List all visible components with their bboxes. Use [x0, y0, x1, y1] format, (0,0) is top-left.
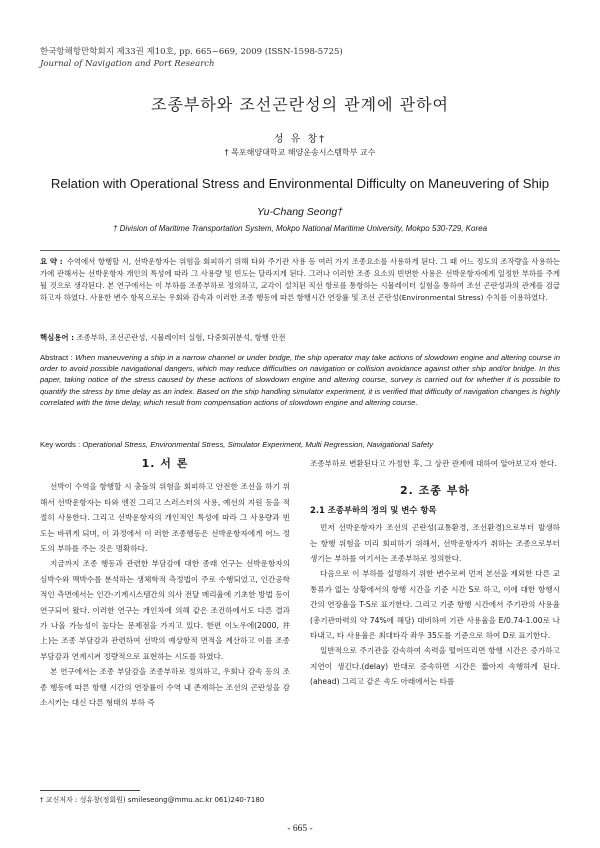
korean-abstract: [40, 256, 560, 304]
right-column: [310, 456, 560, 690]
korean-keywords-label: 핵심용어 :: [40, 333, 75, 342]
english-keywords-label: Key words :: [40, 440, 81, 449]
korean-abstract-text: 수역에서 항행할 시, 선박운항자는 위험을 회피하기 위해 타와 주기관 사용 등 여러 가지 조종요소를 사용하게 된다. 그 때 어느 정도의 조작량을 사용하는 가에 관해서는 선박운항자 개인의 특성에 따라 그 사용량 및 빈도는 달라지게 된다. 그러나 이러한 조종 요소의 빈번한 사용은 선박운항자에게 일정한 부하를 주게 될 것으로 생각된다. 본 연구에서는 이 부하를 조종부하로 정의하고, 교각이 설치된 직선 항로를 통항하는 시뮬레이터 실험을 통하여 조선 곤란성과의 관계를 검급하고자 하였다. 사용한 변수 항목으로는 우회와 감속과 이러한 조종 행동에 따른 항행시간 연장률 및 조선 곤란성(Environmental Stress) 수치를 이용하였다.: [40, 257, 560, 302]
section-2-paragraph: 다음으로 이 부하를 설명하기 위한 변수로써 먼저 본선을 제외한 다른 교통류가 없는 상황에서의 항행 시간을 기준 시간 S로 하고, 이에 대한 항행시간의 연장율을 T-S로 표기한다. 그리고 기준 항행 시간에서 주기관의 사용율(총기관마력의 약 74%에 해당) 대비하여 기관 사용율을 E/0.74-1.00로 나타내고, 타 사용율은 최대타각 좌우 35도를 기준으로 하여 D로 표기한다.: [310, 569, 560, 641]
english-abstract-text: When maneuvering a ship in a narrow channel or under bridge, the ship operator may take actions of slowdown engine and altering course in order to avoid possible navigational dangers, which may reduce difficulties on navigation or collision avoidance against other ship and/or bridge. In this paper, taking notice of the stress caused by these actions of slowdown engine and altering course, survey is carried out for whether it is possible to quantify the stress by time delay as an index. Based on the ship handling simulator experiment, it is verified that difficulty of navigation changes is highly correlated with the time delay, which result from compensation actions of slowdown engine and altering course.: [40, 353, 560, 407]
section-2-paragraph: 일반적으로 주기관을 감속하여 속력을 떨어뜨리면 항행 시간은 증가하고 지연이 생긴다.(delay) 반대로 증속하면 시간은 짧아져 속행하게 된다.(ahead) 그리고 같은 속도 아래에서는 타를: [310, 646, 560, 687]
corresponding-author-footnote: † 교신저자 : 성유창(정회원) smileseong@mmu.ac.kr 061)240-7180: [40, 796, 265, 804]
english-affiliation: † Division of Maritime Transportation System, Mokpo National Maritime University, Mokpo 530-729, Korea: [112, 224, 488, 233]
korean-author: 성 유 창†: [273, 134, 327, 145]
footnote-divider: [40, 790, 140, 791]
left-column: [40, 456, 290, 711]
journal-name: Journal of Navigation and Port Research: [40, 59, 215, 69]
section-2-1-heading: 2.1 조종부하의 정의 및 변수 항목: [310, 504, 437, 515]
korean-affiliation: † 목포해양대학교 해양운송시스템학부 교수: [224, 148, 376, 157]
section-1-continuation: 조종부하로 변환된다고 가정한 후, 그 상관 관계에 대하여 알아보고자 한다.: [310, 459, 557, 468]
korean-title: 조종부하와 조선곤란성의 관계에 관하여: [150, 95, 449, 114]
english-abstract: [40, 352, 560, 408]
section-1-heading: 1. 서 론: [141, 457, 189, 470]
english-abstract-label: Abstract :: [40, 353, 73, 362]
korean-abstract-label: 요 약 :: [40, 257, 63, 266]
english-keywords: [40, 440, 560, 449]
english-title: Relation with Operational Stress and Environmental Difficulty on Maneuvering of Ship: [50, 176, 550, 191]
korean-keywords-text: 조종부하, 조선곤란성, 시뮬레이터 실험, 다중회귀분석, 항행 안전: [76, 333, 286, 342]
section-2-paragraph: 먼저 선박운항자가 조선의 곤란성(교통환경, 조선환경)으로부터 발생하는 항행 위험을 미리 회피하기 위해서, 선박운항자가 취하는 조종으로부터 생기는 부하를 여기서는 조종부하로 정의한다.: [310, 523, 560, 564]
section-1-paragraph: 선박이 수역을 항행할 시 충돌의 위험을 회피하고 안전한 조선을 하기 위해서 선박운항자는 타와 엔진 그리고 스러스터의 사용, 예선의 지원 등을 적절히 사용한다. 그리고 선박운항자의 개인적인 특성에 따라 그 사용량과 빈도는 바뀌게 되며, 이 과정에서 이 러한 조종행동은 선박운항자에게 어느 정도의 부하를 주는 것은 명확하다.: [40, 482, 290, 554]
divider-top: [40, 250, 560, 251]
section-1-paragraph: 지금까지 조종 행동과 관련한 부담감에 대한 종래 연구는 선박운항자의 심박수와 맥박수를 분석하는 생체학적 측정법이 주로 수행되었고, 인간공학적인 측면에서는 인간-기계시스템간의 의사 전달 메리율에 기초한 방법 등이 연구되어 왔다. 이러한 연구는 개인차에 의해 같은 조건하에서도 다른 결과가 나올 가능성이 높다는 문제점을 가지고 있다. 한편 이노우에(2000, 井上)는 조종 부담감과 관련하여 선박의 예상항적 면적을 계산하고 이를 조종부담감과 연계시켜 정량적으로 표현하는 시도를 하였다.: [40, 559, 290, 661]
journal-header: [40, 46, 343, 70]
citation-line: 한국항해항만학회지 제33권 제10호, pp. 665~669, 2009 (ISSN-1598-5725): [40, 47, 343, 57]
page-number: - 665 -: [287, 824, 313, 834]
english-keywords-text: Operational Stress, Environmental Stress, Simulator Experiment, Multi Regression, Navigational Safety: [82, 440, 434, 449]
korean-keywords: [40, 332, 560, 343]
english-author: Yu-Chang Seong†: [256, 206, 343, 218]
section-2-heading: 2. 조종 부하: [400, 484, 470, 498]
section-1-paragraph: 본 연구에서는 조종 부담감을 조종부하로 정의하고, 우회나 감속 등의 조종 행동에 따른 항행 시간의 연장률이 수역 내 존재하는 조선의 곤란성을 감소시키는 대신 다른 형태의 부하 즉: [40, 667, 290, 708]
